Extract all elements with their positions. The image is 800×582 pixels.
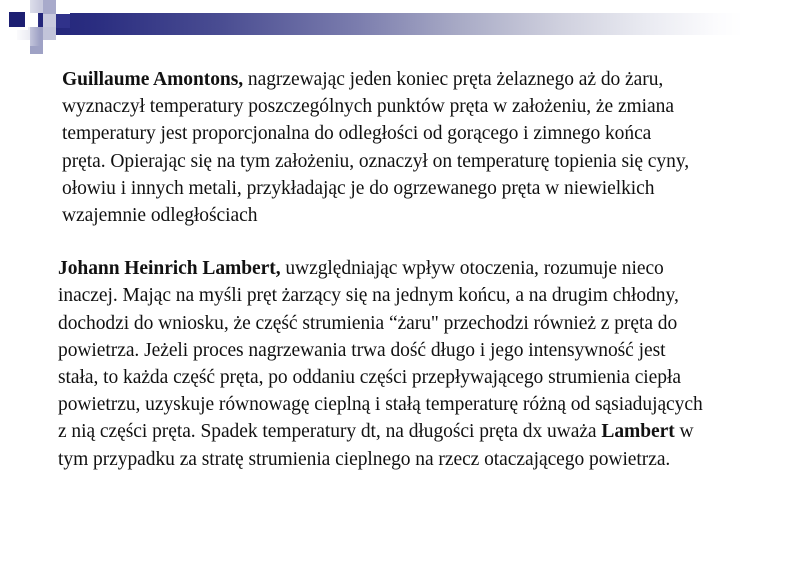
paragraph-lambert-text-part2: w tym przypadku za stratę strumienia cieplnego na rzecz otaczającego powietrza. bbox=[58, 421, 694, 470]
decorative-square-white bbox=[56, 0, 70, 14]
decorative-square-lavender-2 bbox=[43, 0, 56, 14]
decorative-square-lavender-5 bbox=[43, 27, 56, 40]
lead-name-amontons: Guillaume Amontons, bbox=[62, 69, 244, 90]
inline-bold-lambert: Lambert bbox=[601, 421, 675, 443]
paragraph-amontons bbox=[62, 66, 698, 229]
paragraph-lambert-text-part1: uwzględniając wpływ otoczenia, rozumuje nieco inaczej. Mając na myśli pręt żarzący się na jednym końcu, a na drugim chłodny, dochodzi do wniosku, że część strumienia “żaru" przechodzi również z pręta do powietrza. Jeżeli proces nagrzewania trwa dość długo i jego intensywność jest stała, to każda część pręta, po oddaniu części przepływającego strumienia ciepła powietrzu, uzyskuje równowagę cieplną i stałą temperaturę różną od sąsiadujących z nią części pręta. Spadek temperatury dt, na długości pręta dx uważa bbox=[58, 258, 703, 443]
lead-name-lambert: Johann Heinrich Lambert, bbox=[58, 258, 281, 280]
navy-square-accent-icon bbox=[9, 12, 25, 27]
slide-header-decoration bbox=[0, 0, 800, 58]
decorative-square-navy-small bbox=[56, 14, 70, 28]
decorative-square-lavender-3 bbox=[43, 14, 56, 27]
paragraph-amontons-text: nagrzewając jeden koniec pręta żelaznego aż do żaru, wyznaczył temperatury poszczególnych punktów pręta w założeniu, że zmiana temperatury jest proporcjonalna do odległości od gorącego i zimnego końca pręta. Opierając się na tym założeniu, oznaczył on temperaturę topienia się cyny, ołowiu i innych metali, przykładając je do ogrzewanego pręta w niewielkich wzajemnie odległościach bbox=[62, 69, 690, 227]
paragraph-lambert bbox=[58, 255, 704, 473]
gradient-bar bbox=[38, 13, 743, 35]
slide-body bbox=[58, 66, 703, 473]
